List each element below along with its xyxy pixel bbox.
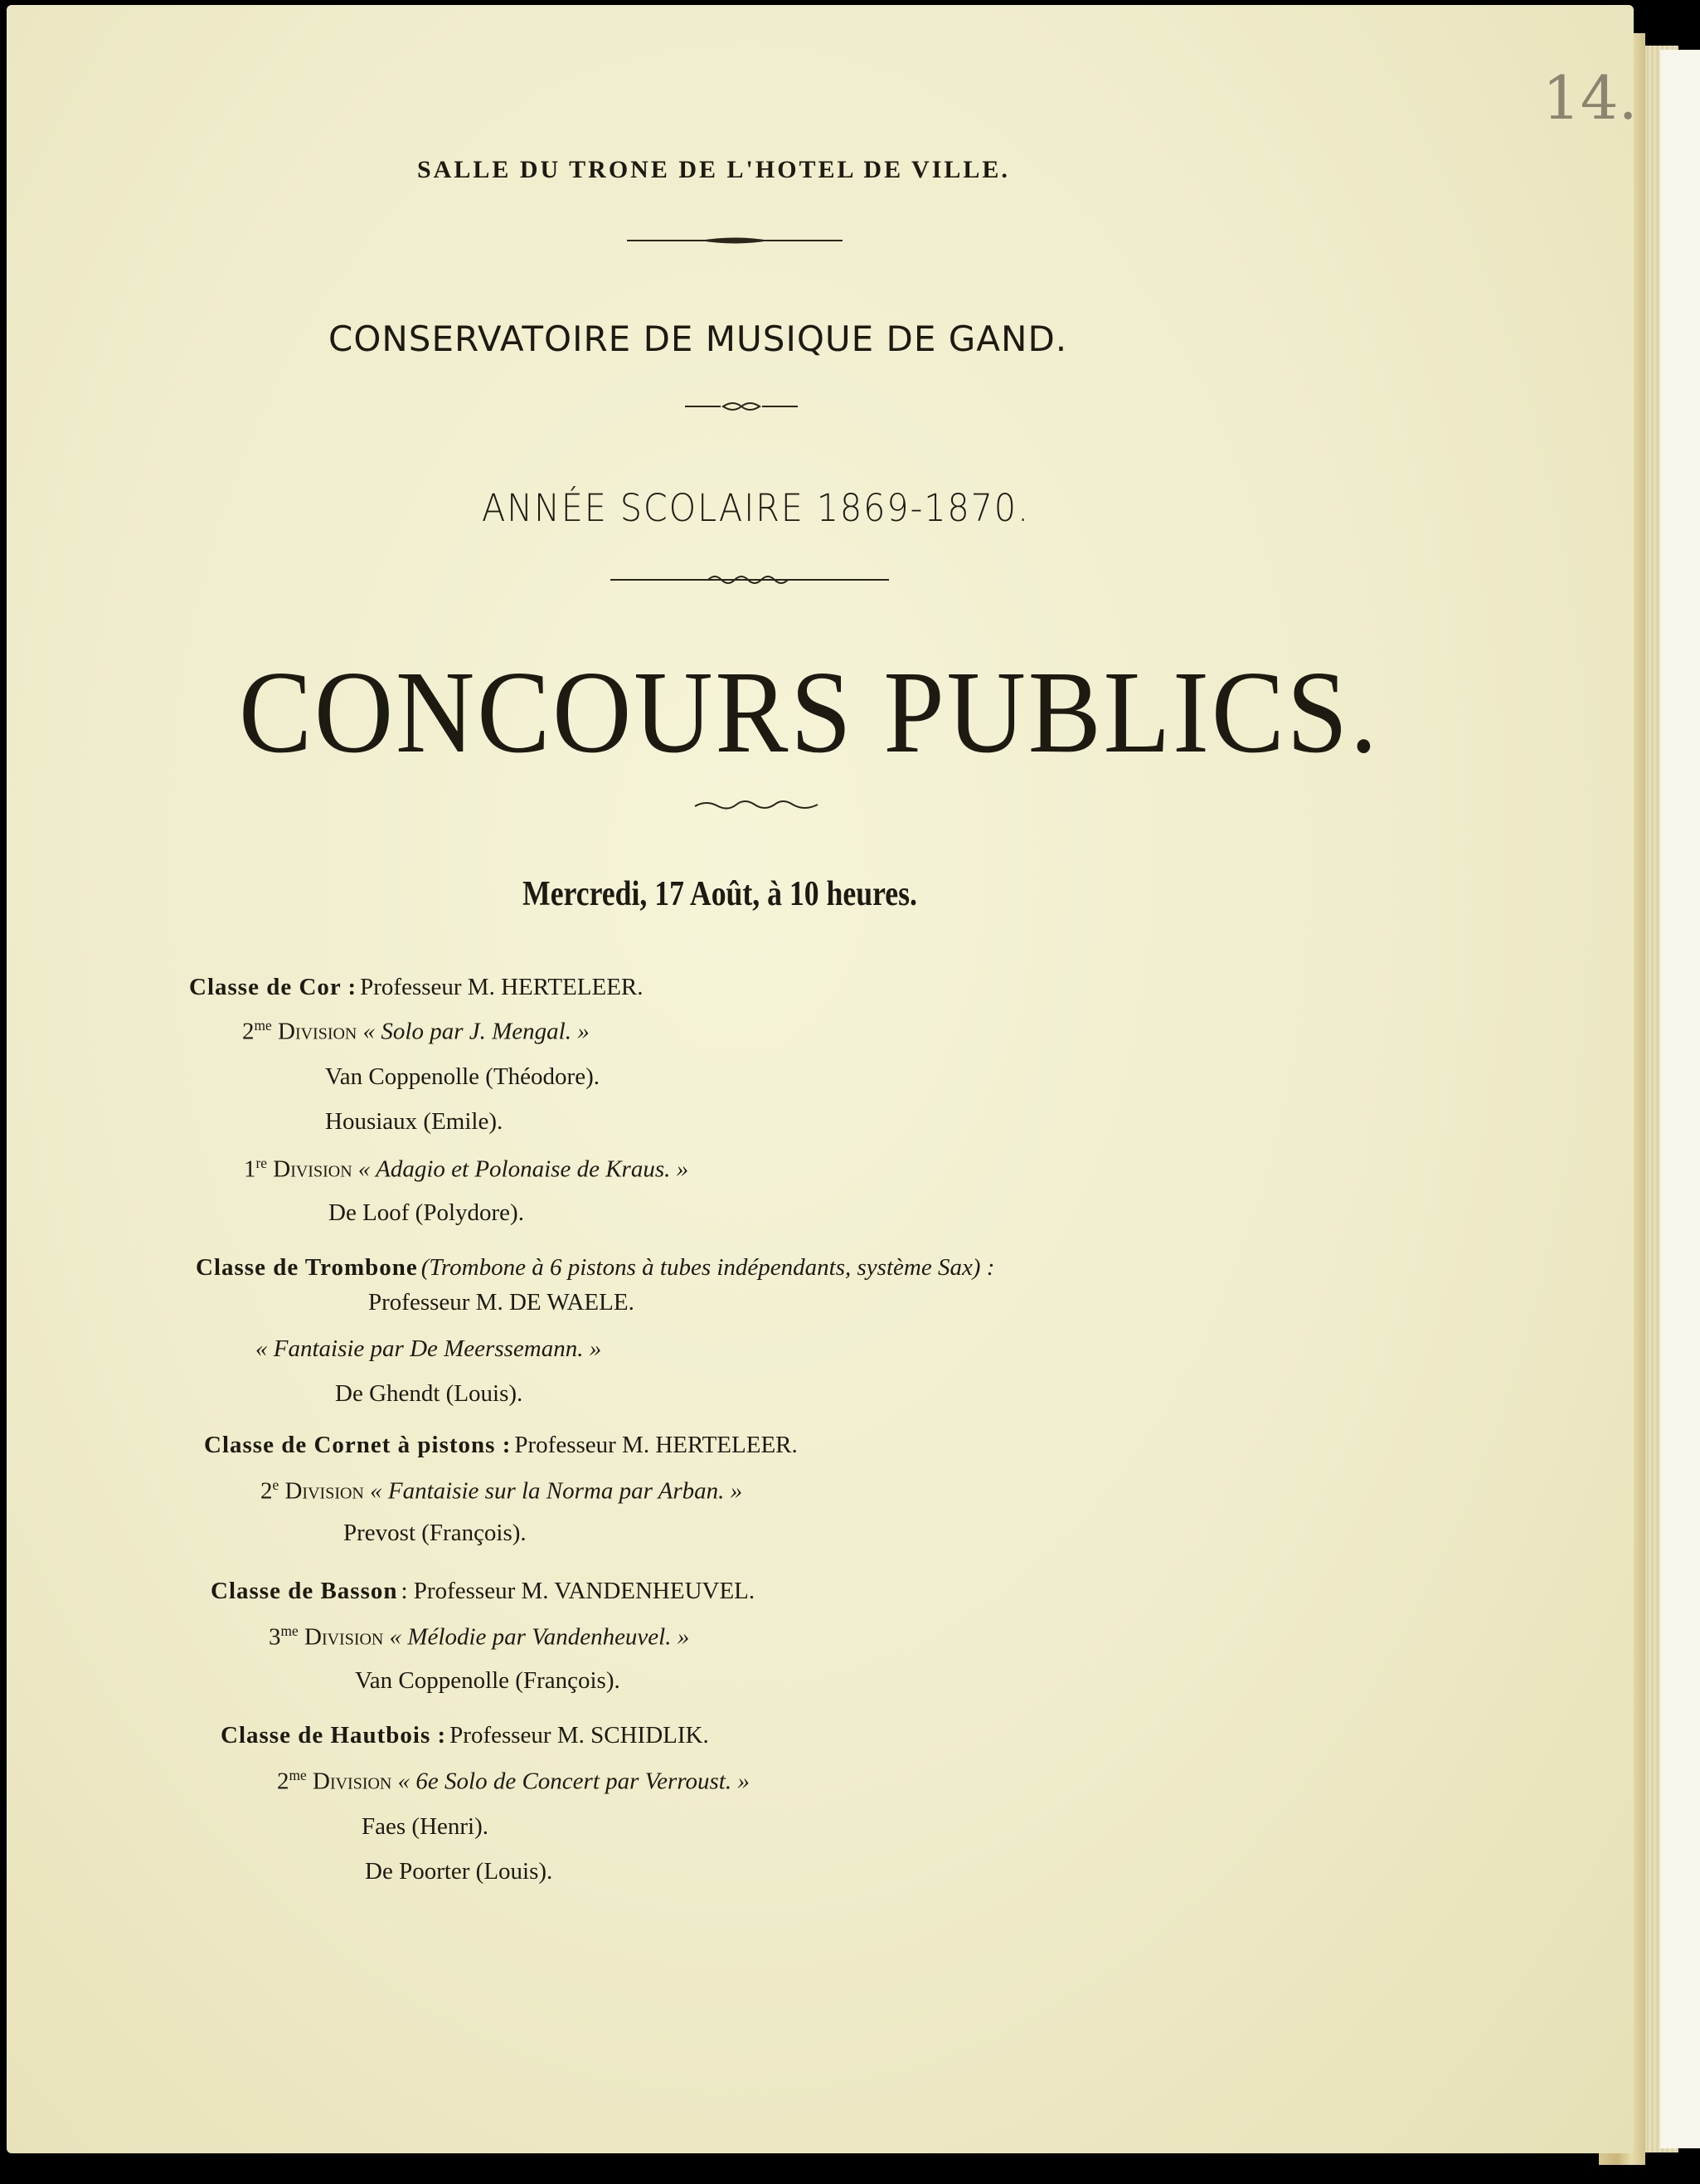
school-year-heading: ANNÉE SCOLAIRE 1869-1870. <box>482 486 1030 530</box>
professor: Professeur M. HERTELEER. <box>360 974 644 1000</box>
class-label: Classe de Hautbois : <box>221 1722 447 1749</box>
professor: Professeur M. SCHIDLIK. <box>449 1722 709 1749</box>
student-name: Housiaux (Emile). <box>325 1108 503 1135</box>
class-cornet-line <box>204 1432 798 1459</box>
division-line: $3^{me}$ Division « Mélodie par Vandenheuvel. » <box>269 1622 690 1651</box>
session-date: Mercredi, 17 Août, à 10 heures. <box>522 875 917 913</box>
ornament-flourish <box>692 800 824 813</box>
division-line: $2^{me}$ Division « 6e Solo de Concert par Verroust. » <box>277 1767 750 1795</box>
folio-number: 14. <box>1542 63 1638 133</box>
class-note: (Trombone à 6 pistons à tubes indépendants, système Sax) : <box>420 1254 995 1281</box>
student-name: Van Coppenolle (François). <box>355 1667 620 1694</box>
professor: : Professeur M. VANDENHEUVEL. <box>401 1578 755 1604</box>
student-name: Prevost (François). <box>343 1520 527 1546</box>
institution-heading: CONSERVATOIRE DE MUSIQUE DE GAND. <box>328 319 1068 359</box>
piece-title: « 6e Solo de Concert par Verroust. » <box>397 1768 750 1795</box>
division-line: 1re Division « Adagio et Polonaise de Kraus. » <box>244 1155 689 1183</box>
venue-heading: SALLE DU TRONE DE L'HOTEL DE VILLE. <box>417 156 1010 183</box>
piece-title: « Fantaisie sur la Norma par Arban. » <box>370 1477 743 1505</box>
ornament-rule-2 <box>683 400 799 413</box>
professor: Professeur M. HERTELEER. <box>514 1432 798 1458</box>
piece-title: « Adagio et Polonaise de Kraus. » <box>357 1155 689 1183</box>
student-name: Van Coppenolle (Théodore). <box>325 1063 600 1090</box>
class-label: Classe de Cor : <box>189 974 357 1000</box>
class-label: Classe de Cornet à pistons : <box>204 1432 512 1458</box>
background-card <box>1660 50 1700 2148</box>
student-name: De Poorter (Louis). <box>365 1858 553 1885</box>
class-label: Classe de Basson <box>211 1578 398 1604</box>
student-name: De Loof (Polydore). <box>328 1199 524 1226</box>
main-title: CONCOURS PUBLICS. <box>239 646 1380 777</box>
student-name: De Ghendt (Louis). <box>335 1380 523 1407</box>
class-basson-line <box>211 1578 755 1605</box>
piece-title: « Mélodie par Vandenheuvel. » <box>389 1623 690 1651</box>
ornament-rule-1 <box>625 234 844 247</box>
class-hautbois-line <box>221 1722 709 1749</box>
professor: Professeur M. DE WAELE. <box>368 1289 634 1316</box>
class-trombone-line <box>196 1254 994 1282</box>
division-line: $2^{me}$ Division « Solo par J. Mengal. » <box>242 1017 590 1045</box>
student-name: Faes (Henri). <box>362 1813 489 1840</box>
division-line: 2e Division « Fantaisie sur la Norma par Arban. » <box>260 1476 743 1505</box>
class-cor-line <box>189 974 644 1001</box>
ornament-rule-3 <box>609 572 891 587</box>
piece-title: « Solo par J. Mengal. » <box>362 1018 590 1045</box>
piece-title: « Fantaisie par De Meerssemann. » <box>255 1335 602 1362</box>
class-label: Classe de Trombone <box>196 1254 418 1281</box>
document-page <box>7 5 1638 2153</box>
